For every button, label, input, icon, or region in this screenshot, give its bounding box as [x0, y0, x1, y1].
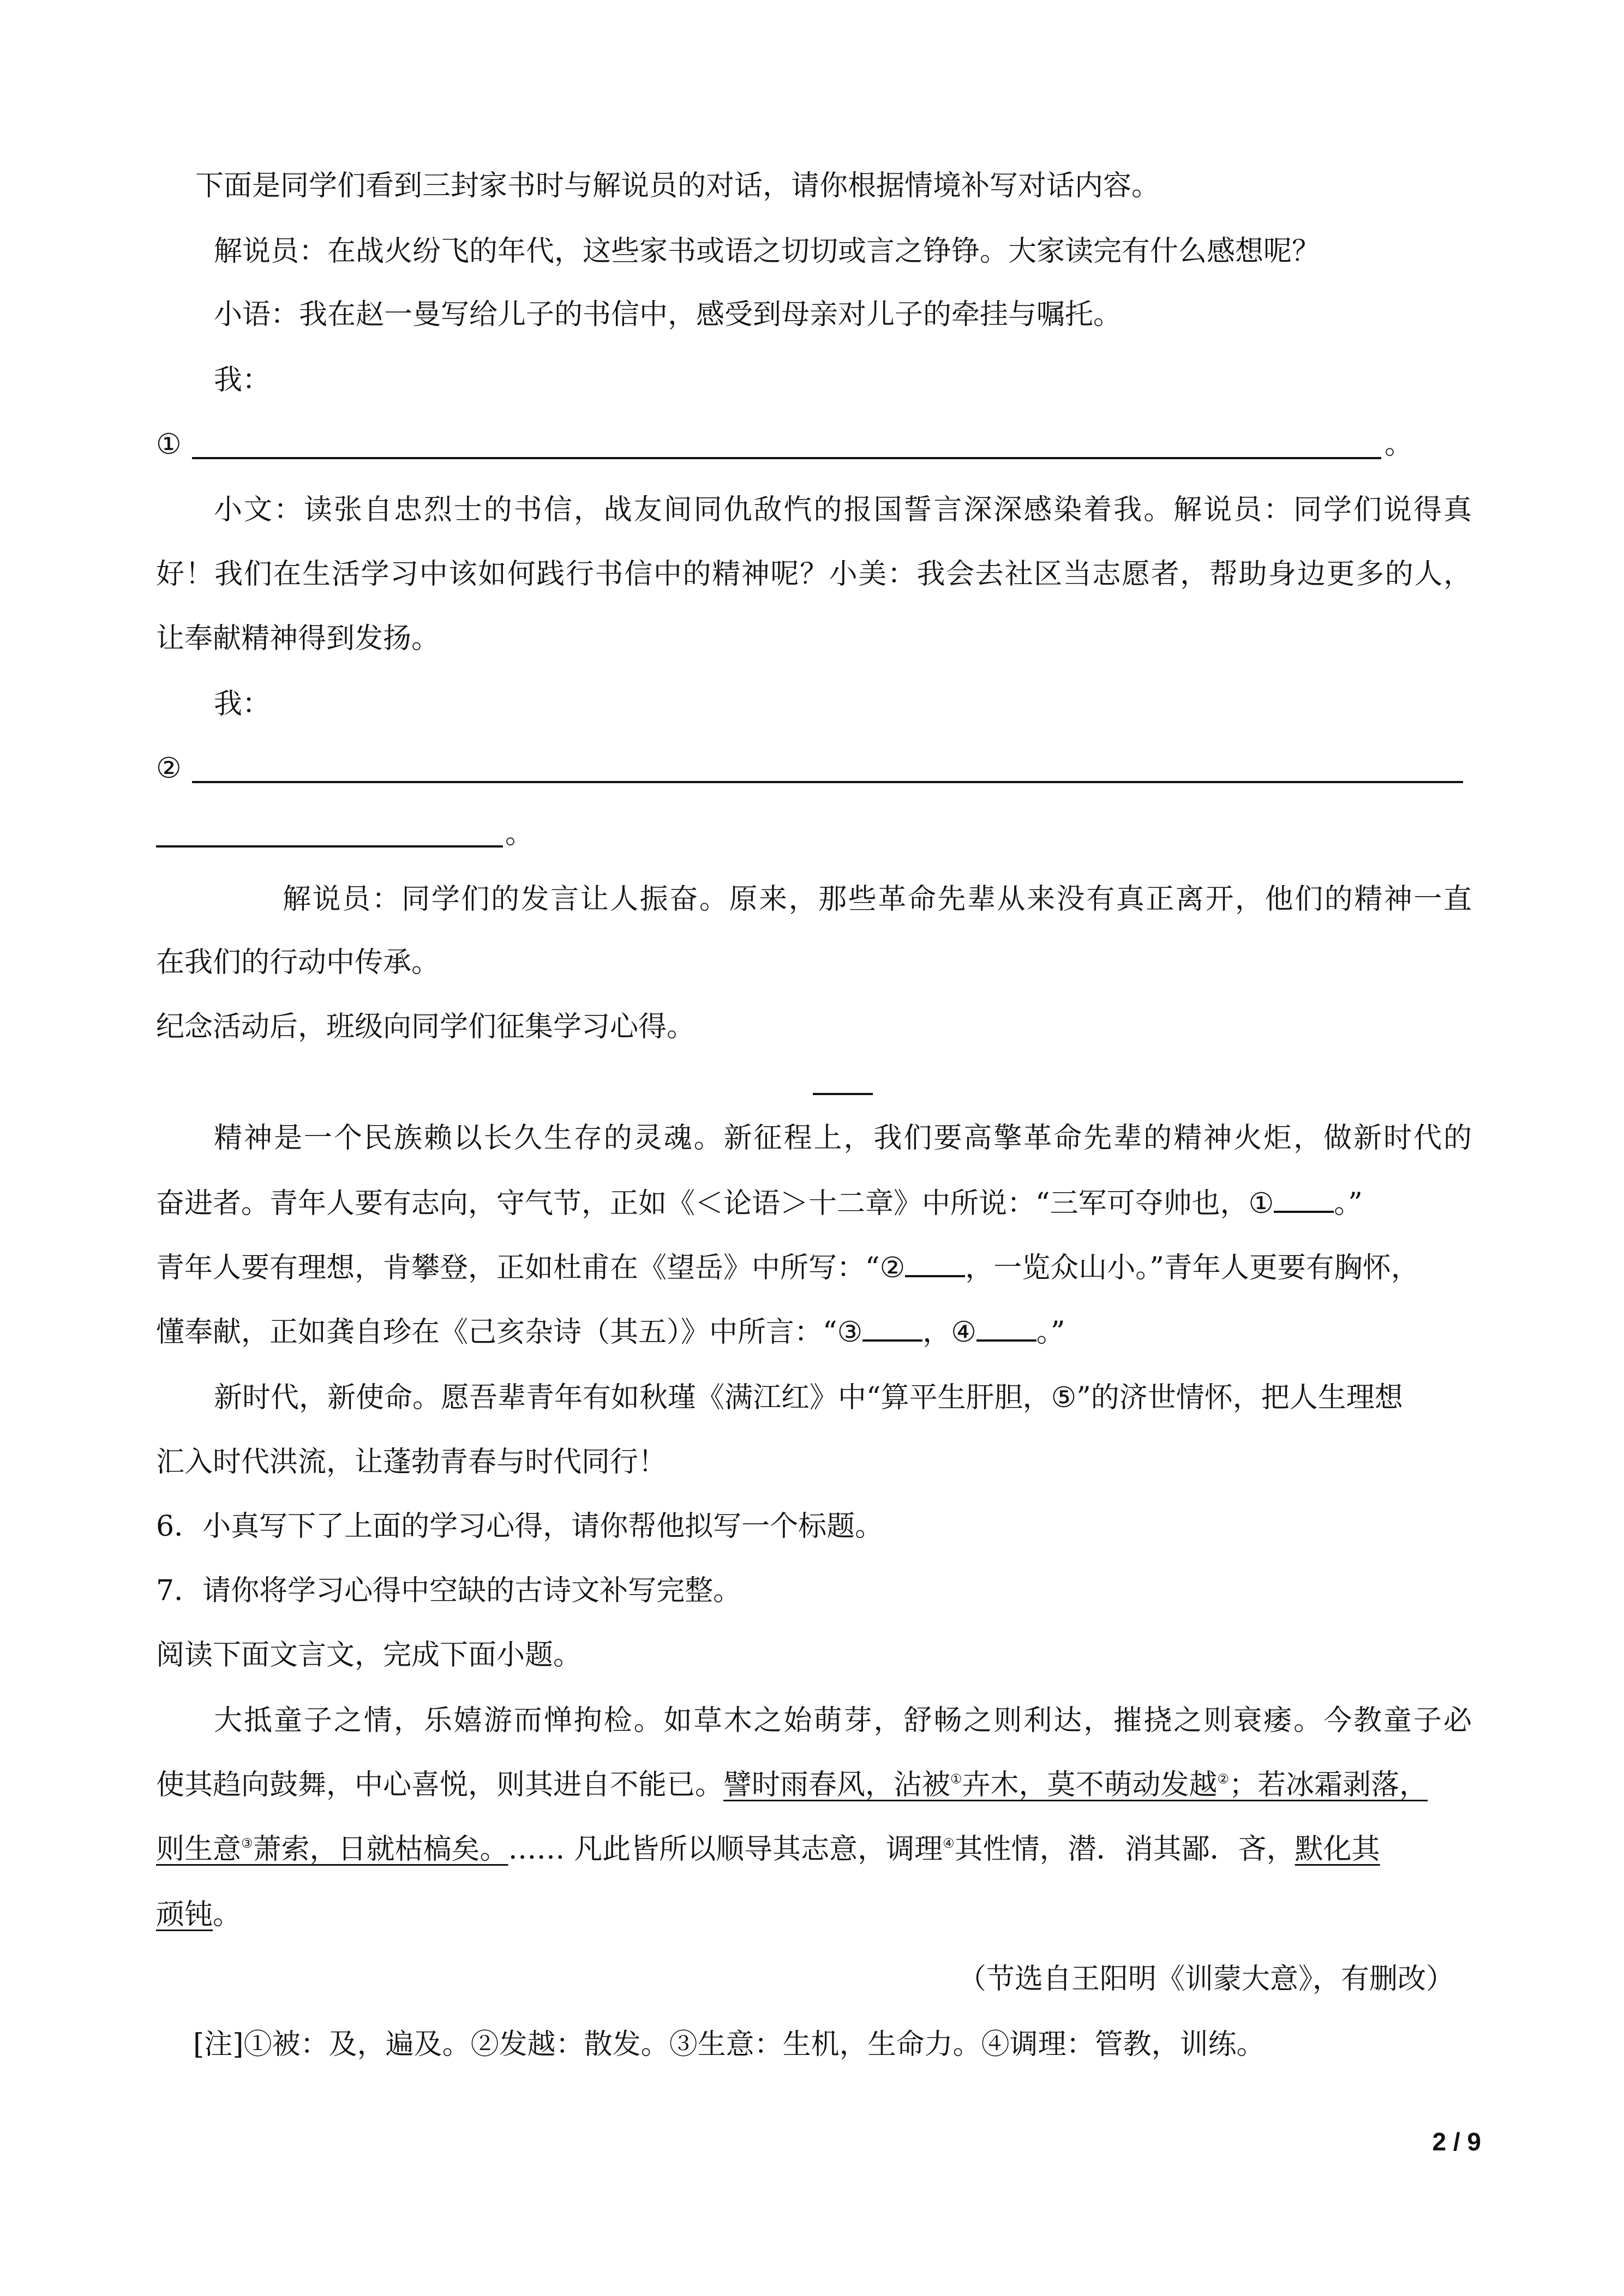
underlined-phrase: 默化其 — [1295, 1833, 1380, 1866]
classical-text: 。 — [213, 1898, 242, 1931]
answer-2-end-mark: 。 — [505, 818, 534, 850]
underlined-text: 卉木，莫不萌动发越 — [962, 1769, 1218, 1801]
classical-text: 其性情，潜．消其鄙．吝， — [954, 1833, 1295, 1866]
blank-number-4: ④ — [951, 1316, 976, 1349]
classical-line-2 — [156, 1766, 1428, 1804]
underlined-sentence — [723, 1769, 1428, 1801]
essay-text: 。” — [1036, 1316, 1065, 1349]
underlined-text: ；若冰霜剥落， — [1229, 1769, 1428, 1801]
dialogue-host-line: 解说员：在战火纷飞的年代，这些家书或语之切切或言之铮铮。大家读完有什么感想呢？ — [214, 235, 1321, 268]
classical-line-4 — [156, 1896, 241, 1934]
blank-number-5: ⑤ — [1051, 1381, 1077, 1414]
footnote-1: ① — [950, 1771, 962, 1787]
instruction-text: 下面是同学们看到三封家书时与解说员的对话，请你根据情境补写对话内容。 — [195, 170, 1160, 202]
classical-text: 使其趋向鼓舞，中心喜悦，则其进自不能已。 — [156, 1769, 724, 1801]
poem-blank-4[interactable] — [976, 1318, 1036, 1342]
dialogue-xiaowen-line-3: 让奉献精神得到发扬。 — [156, 622, 440, 655]
essay-text: 懂奉献，正如龚自珍在《己亥杂诗（其五）》中所言：“ — [156, 1316, 837, 1349]
dialogue-xiaowen-line-1: 小文：读张自忠烈士的书信，战友间同仇敌忾的报国誓言深深感染着我。解说员：同学们说得真 — [214, 494, 1472, 526]
classical-line-3 — [156, 1830, 1380, 1868]
answer-blank-2a[interactable] — [192, 781, 1463, 783]
answer-blank-2b[interactable] — [156, 845, 503, 848]
classical-text: …… 凡此皆所以顺导其志意，调理 — [508, 1833, 943, 1866]
classical-line-1: 大抵童子之情，乐嬉游而惮拘检。如草木之始萌芽，舒畅之则利达，摧挠之则衰痿。今教童子必 — [214, 1704, 1472, 1737]
page-number: 2 / 9 — [1432, 2127, 1481, 2156]
footnote-2: ② — [1217, 1771, 1230, 1787]
blank-number-1: ① — [156, 428, 182, 461]
annotation-note: [注]①被：及，遍及。②发越：散发。③生意：生机，生命力。④调理：管教，训练。 — [193, 2028, 1265, 2061]
essay-text: 青年人要有理想，肯攀登，正如杜甫在《望岳》中所写：“ — [156, 1252, 880, 1284]
underlined-phrase: 顽钝 — [156, 1898, 213, 1931]
blank-number-1: ① — [1248, 1187, 1274, 1220]
essay-p1-line-1: 精神是一个民族赖以长久生存的灵魂。新征程上，我们要高擎革命先辈的精神火炬，做新时代的 — [214, 1122, 1472, 1155]
blank-number-3: ③ — [837, 1316, 863, 1349]
essay-text: ，一览众山小。”青年人更要有胸怀， — [965, 1252, 1419, 1284]
dialogue-xiaoyu-line: 小语：我在赵一曼写给儿子的书信中，感受到母亲对儿子的牵挂与嘱托。 — [214, 298, 1122, 331]
essay-text: 新时代，新使命。愿吾辈青年有如秋瑾《满江红》中“算平生肝胆， — [214, 1381, 1051, 1414]
dialogue-xiaowen-line-2: 好！我们在生活学习中该如何践行书信中的精神呢？小美：我会去社区当志愿者，帮助身边更多的人， — [156, 558, 1472, 591]
essay-p1-line-2 — [156, 1185, 1363, 1223]
underlined-sentence — [156, 1833, 508, 1866]
underlined-text: 则生意 — [156, 1833, 242, 1866]
essay-p1-line-4 — [156, 1313, 1065, 1351]
dialogue-me-label-2: 我： — [214, 688, 271, 720]
underlined-text: 譬时雨春风，沾被 — [723, 1769, 951, 1801]
essay-p1-line-3 — [156, 1249, 1419, 1287]
source-citation: （节选自王阳明《训蒙大意》，有删改） — [958, 1963, 1455, 1996]
dialogue-me-label: 我： — [214, 364, 271, 396]
answer-line-1 — [156, 425, 182, 464]
blank-number-2: ② — [879, 1252, 906, 1284]
dialogue-host-line-2b: 在我们的行动中传承。 — [156, 946, 440, 979]
poem-blank-1[interactable] — [1274, 1189, 1334, 1213]
blank-number-2: ② — [156, 752, 182, 785]
activity-text: 纪念活动后，班级向同学们征集学习心得。 — [156, 1011, 696, 1043]
answer-line-2 — [156, 749, 182, 788]
essay-p2-line-1 — [214, 1379, 1403, 1417]
footnote-4: ④ — [943, 1836, 955, 1851]
essay-title-blank[interactable] — [813, 1093, 873, 1095]
poem-blank-2[interactable] — [905, 1253, 965, 1277]
question-6: 6．小真写下了上面的学习心得，请你帮他拟写一个标题。 — [156, 1510, 884, 1543]
answer-1-end-mark: 。 — [1385, 428, 1413, 461]
essay-text: ”的济世情怀，把人生理想 — [1076, 1381, 1403, 1414]
essay-text: ， — [922, 1316, 951, 1349]
poem-blank-3[interactable] — [862, 1318, 922, 1342]
footnote-3: ③ — [241, 1836, 253, 1851]
reading-instruction: 阅读下面文言文，完成下面小题。 — [156, 1639, 582, 1672]
essay-text: 奋进者。青年人要有志向，守气节，正如《＜论语＞十二章》中所说：“三军可夺帅也， — [156, 1187, 1249, 1220]
essay-p2-line-2: 汇入时代洪流，让蓬勃青春与时代同行！ — [156, 1446, 667, 1478]
answer-blank-1[interactable] — [192, 457, 1381, 459]
question-7: 7．请你将学习心得中空缺的古诗文补写完整。 — [156, 1574, 742, 1607]
underlined-text: 萧索，日就枯槁矣。 — [253, 1833, 508, 1866]
essay-text: 。” — [1334, 1187, 1363, 1220]
dialogue-host-line-2a: 解说员：同学们的发言让人振奋。原来，那些革命先辈从来没有真正离开，他们的精神一直 — [283, 883, 1472, 916]
